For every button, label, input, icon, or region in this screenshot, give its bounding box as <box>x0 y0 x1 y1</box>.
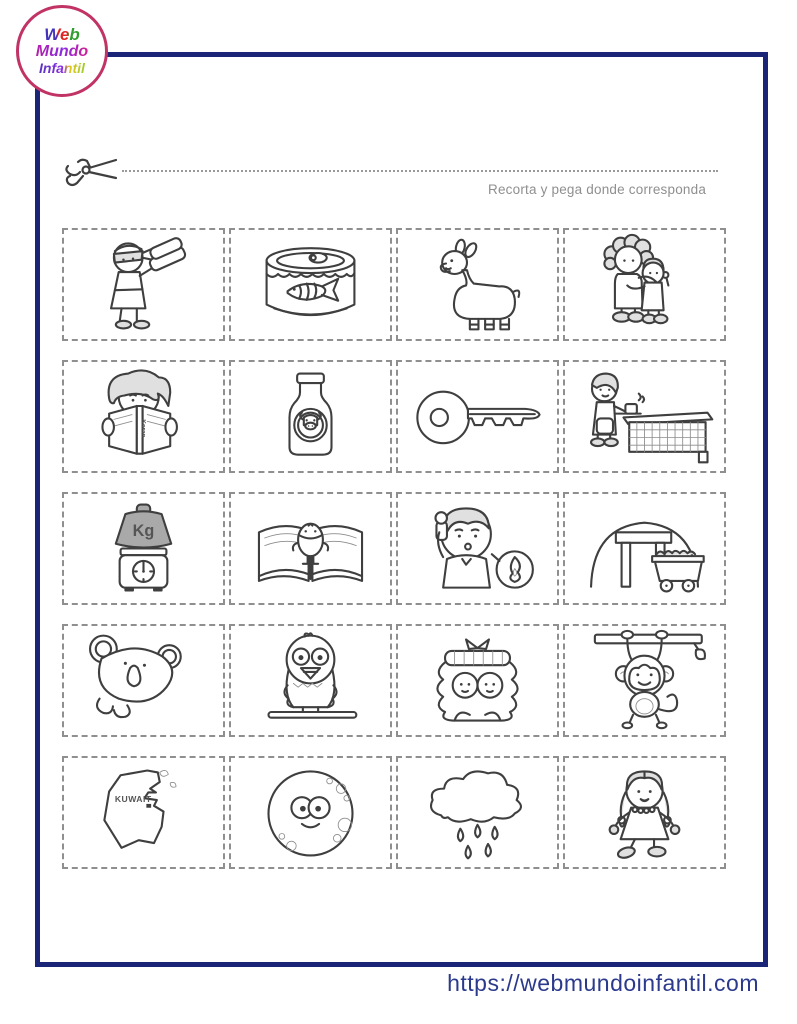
cut-dotted-line <box>122 170 718 172</box>
cutout-card-milk-bottle <box>229 360 392 473</box>
scissors-icon <box>64 150 122 190</box>
cutout-card-moon <box>229 756 392 869</box>
cutout-card-children-hugging <box>563 228 726 341</box>
logo-line-2: Mundo <box>35 43 89 61</box>
milk-bottle-illustration <box>233 364 388 469</box>
logo-line-1: Web <box>44 25 80 45</box>
kuwait-map-illustration <box>66 760 221 865</box>
cutout-grid <box>62 228 726 869</box>
website-url-link[interactable]: https://webmundoinfantil.com <box>447 970 759 996</box>
monkey-hanging-illustration <box>567 628 722 733</box>
cutout-card-rain-cloud <box>396 756 559 869</box>
cutout-card-kilogram-scale <box>62 492 225 605</box>
cutout-card-llama <box>396 228 559 341</box>
book-spine-label: Koran <box>139 419 147 438</box>
mine-tunnel-cart-illustration <box>567 496 722 601</box>
llama-illustration <box>400 232 555 337</box>
logo-line-3: Infantil <box>39 59 85 76</box>
cutout-card-boy-reading <box>62 360 225 473</box>
cutout-card-canned-fish <box>229 228 392 341</box>
key-illustration <box>400 364 555 469</box>
koala-illustration <box>66 628 221 733</box>
canned-fish-illustration <box>233 232 388 337</box>
moon-face-illustration <box>233 760 388 865</box>
cutout-card-girl <box>563 756 726 869</box>
cutout-card-open-book-chick <box>229 492 392 605</box>
cutout-card-waiter-table <box>563 360 726 473</box>
cutout-card-kuwait-map <box>62 756 225 869</box>
rain-cloud-illustration <box>400 760 555 865</box>
boy-phone-fire-illustration <box>400 496 555 601</box>
instruction-label: Recorta y pega donde corresponda <box>488 182 707 197</box>
bird-on-branch-illustration <box>233 628 388 733</box>
karate-kid-illustration <box>66 232 221 337</box>
cutout-card-mine-tunnel <box>563 492 726 605</box>
cutout-card-karate-kid <box>62 228 225 341</box>
girl-walking-illustration <box>567 760 722 865</box>
kg-weight-label: Kg <box>132 522 155 541</box>
boy-reading-book-illustration <box>66 364 221 469</box>
web-mundo-infantil-logo <box>16 5 108 97</box>
waiter-at-table-illustration <box>567 364 722 469</box>
cutout-card-key <box>396 360 559 473</box>
open-book-chick-illustration <box>233 496 388 601</box>
cutout-card-bird <box>229 624 392 737</box>
kuwait-label: KUWAIT <box>114 794 152 804</box>
twins-in-blanket-illustration <box>400 628 555 733</box>
cutout-card-twins-blanket <box>396 624 559 737</box>
children-hugging-illustration <box>567 232 722 337</box>
cutout-card-koala <box>62 624 225 737</box>
cutout-card-boy-phone-fire <box>396 492 559 605</box>
kilogram-scale-illustration <box>66 496 221 601</box>
cutout-card-monkey <box>563 624 726 737</box>
